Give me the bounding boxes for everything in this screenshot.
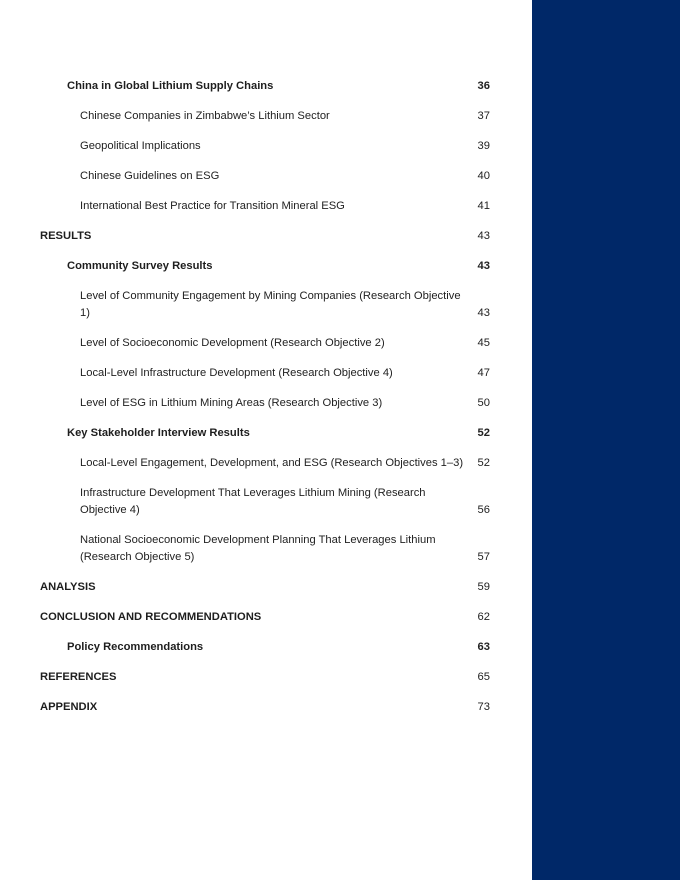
toc-entry[interactable] [0,335,532,352]
toc-entry-page: 65 [477,671,490,683]
toc-entry-page: 39 [477,140,490,152]
toc-entry-title: Local-Level Infrastructure Development (Research Objective 4) [80,367,393,379]
toc-entry-page: 43 [477,307,490,319]
toc-entry-page: 41 [477,200,490,212]
toc-entry-title: China in Global Lithium Supply Chains [67,80,274,92]
toc-entry-page: 52 [477,427,490,439]
toc-entry-page: 57 [477,551,490,563]
toc-entry-title: CONCLUSION AND RECOMMENDATIONS [40,611,262,623]
toc-entry-page: 47 [477,367,490,379]
toc-entry-title: Chinese Guidelines on ESG [80,170,220,182]
toc-entry[interactable] [0,485,532,519]
toc-entry-page: 37 [477,110,490,122]
toc-entry-title: Geopolitical Implications [80,140,201,152]
toc-entry-title: Key Stakeholder Interview Results [67,427,250,439]
toc-entry[interactable] [0,699,532,716]
toc-entry-title: Local-Level Engagement, Development, and ESG (Research Objectives 1–3) [80,457,464,469]
toc-entry[interactable] [0,198,532,215]
toc-entry-page: 43 [477,260,490,272]
toc-entry-page: 59 [477,581,490,593]
toc-entry[interactable] [0,258,532,275]
toc-entry[interactable] [0,288,532,322]
toc-entry[interactable] [0,228,532,245]
toc-entry-page: 43 [477,230,490,242]
toc-entry[interactable] [0,532,532,566]
toc-entry[interactable] [0,138,532,155]
toc-entry-title: National Socioeconomic Development Planning That Leverages Lithium (Research Objective 5) [80,534,436,563]
toc-entry[interactable] [0,639,532,656]
toc-entry-title: Level of ESG in Lithium Mining Areas (Research Objective 3) [80,397,383,409]
toc-entry-page: 73 [477,701,490,713]
toc-entry-page: 45 [477,337,490,349]
toc-entry-title: Level of Socioeconomic Development (Research Objective 2) [80,337,385,349]
toc-entry[interactable] [0,78,532,95]
toc-entry-page: 63 [477,641,490,653]
toc-entry[interactable] [0,609,532,626]
toc-entry-page: 52 [477,457,490,469]
toc-entry-title: RESULTS [40,230,92,242]
toc-entry-page: 62 [477,611,490,623]
toc-entry[interactable] [0,395,532,412]
side-color-band [532,0,680,880]
toc-entry-title: International Best Practice for Transition Mineral ESG [80,200,345,212]
toc-entry[interactable] [0,579,532,596]
toc-entry-page: 40 [477,170,490,182]
table-of-contents [0,78,532,729]
toc-entry[interactable] [0,425,532,442]
toc-entry[interactable] [0,455,532,472]
toc-entry-title: Level of Community Engagement by Mining Companies (Research Objective 1) [80,290,461,319]
toc-entry-title: Infrastructure Development That Leverages Lithium Mining (Research Objective 4) [80,487,426,516]
toc-entry-page: 56 [477,504,490,516]
toc-entry[interactable] [0,168,532,185]
toc-entry[interactable] [0,365,532,382]
toc-entry-title: APPENDIX [40,701,98,713]
toc-entry-title: REFERENCES [40,671,117,683]
toc-entry-title: Policy Recommendations [67,641,204,653]
toc-entry-title: ANALYSIS [40,581,96,593]
toc-entry-page: 36 [477,80,490,92]
toc-entry-title: Chinese Companies in Zimbabwe’s Lithium Sector [80,110,330,122]
toc-entry-title: Community Survey Results [67,260,213,272]
toc-entry[interactable] [0,108,532,125]
toc-entry-page: 50 [477,397,490,409]
toc-entry[interactable] [0,669,532,686]
